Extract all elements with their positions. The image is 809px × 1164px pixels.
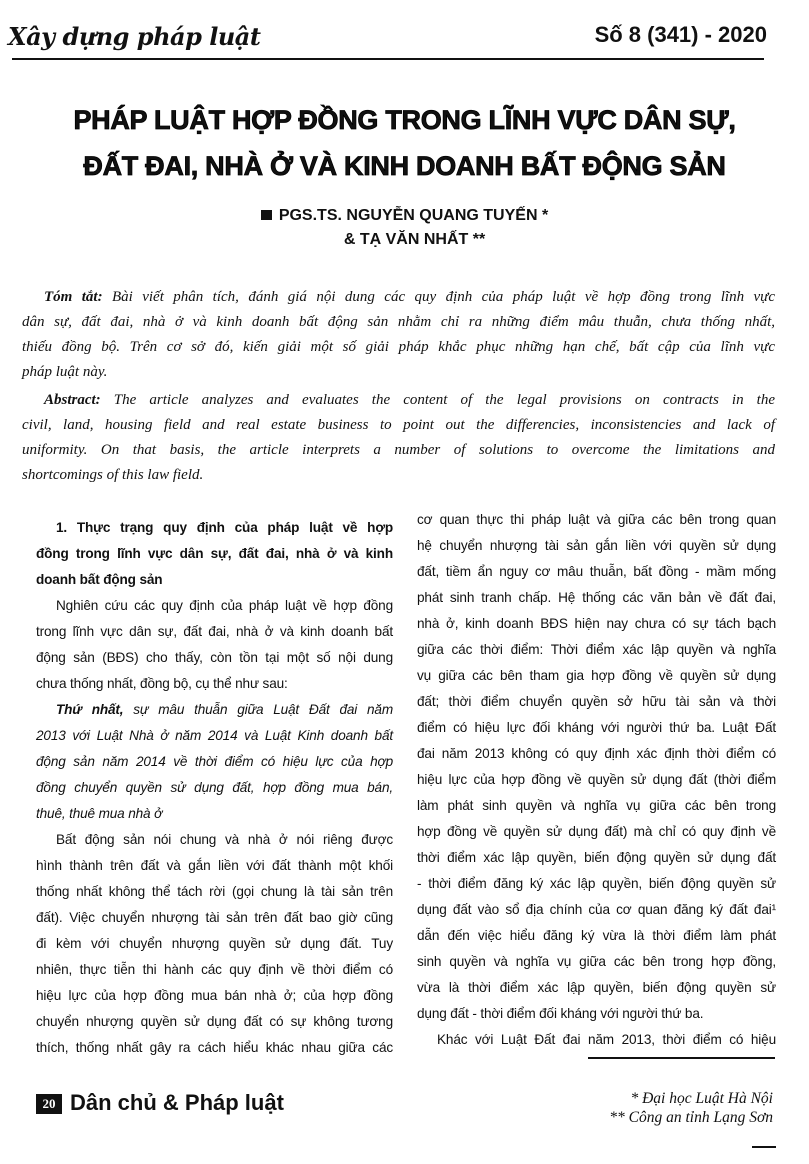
abstract-en-line: shortcomings of this law field. [22,467,204,483]
right-column-line: thời điểm xác lập quyền, biến động quyền sử dụng đất [417,850,776,865]
left-column-line: đi kèm với chuyển nhượng quyền sử dụng đất. Tuy [36,936,393,951]
article-title-line-1: PHÁP LUẬT HỢP ĐỒNG TRONG LĨNH VỰC DÂN SỰ, [73,105,736,135]
abstract-en-line: civil, land, housing field and real estate business to point out the differencies, inconsistencies and lack of [22,417,775,433]
authors-line-1: PGS.TS. NGUYỄN QUANG TUYẾN * [0,207,809,225]
right-column-line: điểm có hiệu lực đối kháng với người thứ ba. Luật Đất [417,720,776,735]
left-column-line: hiệu lực của hợp đồng mua bán nhà ở; của hợp đồng [36,988,393,1003]
left-column-line: 2013 với Luật Nhà ở năm 2014 và Luật Kinh doanh bất [36,728,393,743]
left-column-line: thích, thống nhất gây ra cách hiểu khác nhau giữa các [36,1040,393,1055]
abstract-label: Abstract: [44,392,101,408]
right-column-line: phát sinh tranh chấp. Hệ thống các văn bản về đất đai, [417,590,776,605]
right-column-line: dụng đất vào sổ địa chính của cơ quan đăng ký đất đai¹ [417,902,776,917]
right-column-line: cơ quan thực thi pháp luật và giữa các bên trong quan [417,512,776,527]
left-column-line: đồng trong lĩnh vực dân sự, đất đai, nhà ở và kinh [36,546,393,561]
right-column-line: - thời điểm đăng ký xác lập quyền, biến động quyền sử [417,876,776,891]
left-column-line: nhiên, thực tiễn thi hành các quy định về thời điểm có [36,962,393,977]
page-number: 20 [36,1094,62,1114]
left-column-line: chuyển nhượng quyền sử dụng đất có sự không tương [36,1014,393,1029]
right-column-line: nhà ở, kinh doanh BĐS hiện nay chưa có sự tách bạch [417,616,776,631]
left-column-line: động sản (BĐS) cho thấy, còn tồn tại một số nội dung [36,650,393,665]
right-column-line: dẫn đến việc hiểu đăng ký vừa là thời điểm làm phát [417,928,776,943]
right-column-line: giữa các thời điểm: Thời điểm xác lập quyền và nghĩa [417,642,776,657]
right-column-line: hệ chuyển nhượng tài sản gắn liền với quyền sử dụng [417,538,776,553]
right-column-line: sinh quyền và nghĩa vụ giữa các bên trong hợp đồng, [417,954,776,969]
right-column-line: vừa là thời điểm xác lập quyền, biến động quyền sử [417,980,776,995]
left-column-line: hình thành trên đất và gắn liền với đất thành một khối [36,858,393,873]
abstract-vi-line: pháp luật này. [22,364,108,380]
abstract-en-line [44,389,775,411]
right-column-line: vụ giữa các bên tham gia hợp đồng về quyền sử dụng [417,668,776,683]
footnote-1: * Đại học Luật Hà Nội [630,1090,773,1107]
right-column-line: làm phát sinh quyền và nghĩa vụ giữa các bên trong [417,798,776,813]
left-column-line: doanh bất động sản [36,572,163,587]
left-column-line: thống nhất không thể tách rời (gọi chung là tài sản trên [36,884,393,899]
abstract-label: Tóm tắt: [44,289,103,305]
footnote-2: ** Công an tỉnh Lạng Sơn [609,1109,773,1126]
abstract-vi-line: dân sự, đất đai, nhà ở và kinh doanh bất động sản nhằm chỉ ra những điểm mâu thuẫn, chưa thống nhất, [22,314,775,330]
left-column-line: Nghiên cứu các quy định của pháp luật về hợp đồng [56,598,393,613]
left-column-line: thuê, thuê mua nhà ở [36,806,163,821]
right-column-line: hiệu lực của hợp đồng về quyền sử dụng đất (thời điểm [417,772,776,787]
right-column-line: dụng đất - thời điểm đối kháng với người thứ ba. [417,1006,704,1021]
abstract-vi-line: thiếu đồng bộ. Trên cơ sở đó, kiến giải một số giải pháp khắc phục những hạn chế, bất cập của lĩnh vực [22,339,775,355]
left-column-line: đồng chuyển quyền sử dụng đất, hợp đồng mua bán, [36,780,393,795]
bullet-square-icon [261,210,272,220]
right-column-line: đất; thời điểm chuyển quyền sở hữu tài sản và thời [417,694,776,709]
left-column-line: chưa thống nhất, đồng bộ, cụ thể như sau: [36,676,288,691]
left-column-line [56,699,393,721]
line-text: sự mâu thuẫn giữa Luật Đất đai năm [123,702,393,717]
article-title-line-2: ĐẤT ĐAI, NHÀ Ở VÀ KINH DOANH BẤT ĐỘNG SẢN [83,151,726,181]
abstract-vi-line [44,286,775,308]
section-title: Xây dựng pháp luật [8,22,261,51]
left-column-line: 1. Thực trạng quy định của pháp luật về hợp [56,520,393,535]
magazine-name: Dân chủ & Pháp luật [70,1090,284,1115]
left-column-line: động sản năm 2014 về thời điểm có hiệu lực của hợp [36,754,393,769]
right-column-line: hợp đồng về quyền sử dụng đất) mà chỉ có quy định về [417,824,776,839]
footnote-divider [588,1057,775,1059]
abstract-text: The article analyzes and evaluates the content of the legal provisions on contracts in the [113,392,775,408]
left-column-line: đất). Việc chuyển nhượng tài sản trên đất bao giờ cũng [36,910,393,925]
header-divider [12,58,764,60]
authors-line-2: & TẠ VĂN NHẤT ** [343,231,486,248]
issue-number: Số 8 (341) - 2020 [594,22,767,47]
page-edge-mark [752,1146,776,1148]
right-column-line: đất, tiềm ẩn nguy cơ mâu thuẫn, bất đồng - mầm mống [417,564,776,579]
abstract-text: Bài viết phân tích, đánh giá nội dung các quy định của pháp luật về hợp đồng trong lĩnh vực [111,289,775,305]
left-column-line: trong lĩnh vực dân sự, đất đai, nhà ở và kinh doanh bất [36,624,393,639]
lead-phrase: Thứ nhất, [56,702,124,717]
left-column-line: Bất động sản nói chung và nhà ở nói riêng được [56,832,393,847]
right-column-line: Khác với Luật Đất đai năm 2013, thời điểm có hiệu [437,1032,776,1047]
abstract-en-line: uniformity. On that basis, the article interprets a number of solutions to overcome the limitations and [22,442,775,458]
right-column-line: đai năm 2013 không có quy định xác định thời điểm có [417,746,776,761]
